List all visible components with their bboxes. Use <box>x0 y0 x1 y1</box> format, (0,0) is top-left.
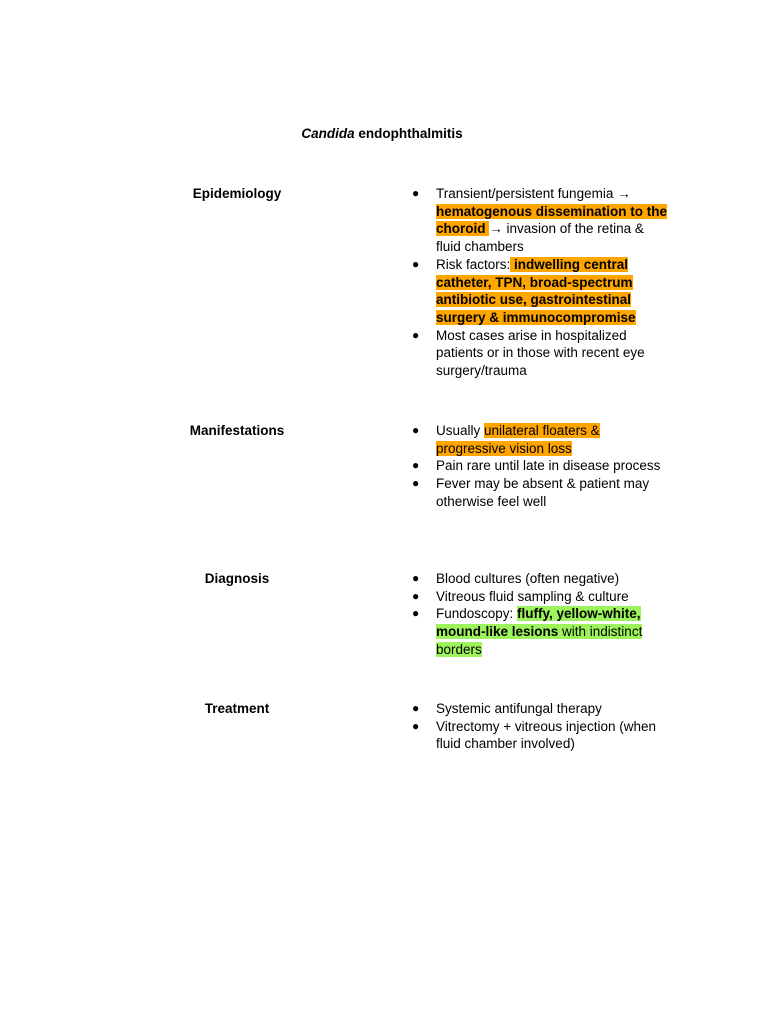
bullet-text: Vitrectomy + vitreous injection (when fluid chamber involved) <box>436 718 656 752</box>
bullet-list-diagnosis <box>412 570 672 659</box>
bullet-text: Pain rare until late in disease process <box>436 458 661 474</box>
bullet-text: Vitreous fluid sampling & culture <box>436 588 629 604</box>
bullet-icon: ● <box>412 476 420 491</box>
bullet-icon: ● <box>412 423 420 437</box>
bullet-text: Usually <box>436 423 485 438</box>
bullet-text: Fundoscopy: <box>436 606 518 622</box>
section-heading-diagnosis: Diagnosis <box>204 571 270 586</box>
bullet-icon: ● <box>412 327 420 342</box>
list-item <box>412 700 672 718</box>
list-item <box>412 475 672 510</box>
bullet-icon: ● <box>412 606 420 621</box>
highlighted-text: hematogenous dissemination to the choroid <box>436 203 668 237</box>
highlighted-text: indwelling central catheter, TPN, broad-spectrum antibiotic use, gastrointestinal surgery & immunocompromise <box>436 256 636 325</box>
list-item <box>412 256 672 327</box>
highlighted-text: fluffy, yellow-white, mound-like lesions <box>436 606 641 640</box>
list-item <box>412 422 672 457</box>
list-item <box>412 457 672 475</box>
section-heading-manifestations: Manifestations <box>189 423 285 438</box>
bullet-text: Transient/persistent fungemia → <box>436 186 631 201</box>
list-item <box>412 327 672 380</box>
list-item <box>412 185 672 256</box>
bullet-text: Risk factors: <box>436 256 511 272</box>
list-item <box>412 605 672 658</box>
bullet-text: Most cases arise in hospitalized patients or in those with recent eye surgery/trauma <box>436 327 645 379</box>
bullet-icon: ● <box>412 718 420 733</box>
bullet-icon: ● <box>412 571 420 585</box>
bullet-icon: ● <box>412 256 420 271</box>
title-rest: endophthalmitis <box>354 126 463 141</box>
bullet-text: Systemic antifungal therapy <box>436 701 602 716</box>
section-heading-treatment: Treatment <box>204 701 270 716</box>
bullet-icon: ● <box>412 186 420 200</box>
document-title <box>0 125 764 143</box>
highlighted-text: with indistinct borders <box>436 624 643 657</box>
bullet-text: → invasion of the retina & fluid chambers <box>436 221 644 255</box>
bullet-list-epidemiology <box>412 185 672 380</box>
title-italic: Candida <box>301 126 355 141</box>
bullet-text: Blood cultures (often negative) <box>436 571 620 586</box>
highlighted-text: unilateral floaters & progressive vision loss <box>436 423 600 456</box>
bullet-icon: ● <box>412 458 420 473</box>
list-item <box>412 570 672 588</box>
bullet-list-manifestations <box>412 422 672 511</box>
section-heading-epidemiology: Epidemiology <box>192 186 282 201</box>
bullet-icon: ● <box>412 701 420 715</box>
list-item <box>412 718 672 753</box>
bullet-list-treatment <box>412 700 672 753</box>
bullet-text: Fever may be absent & patient may otherwise feel well <box>436 476 650 509</box>
list-item <box>412 588 672 606</box>
bullet-icon: ● <box>412 588 420 603</box>
